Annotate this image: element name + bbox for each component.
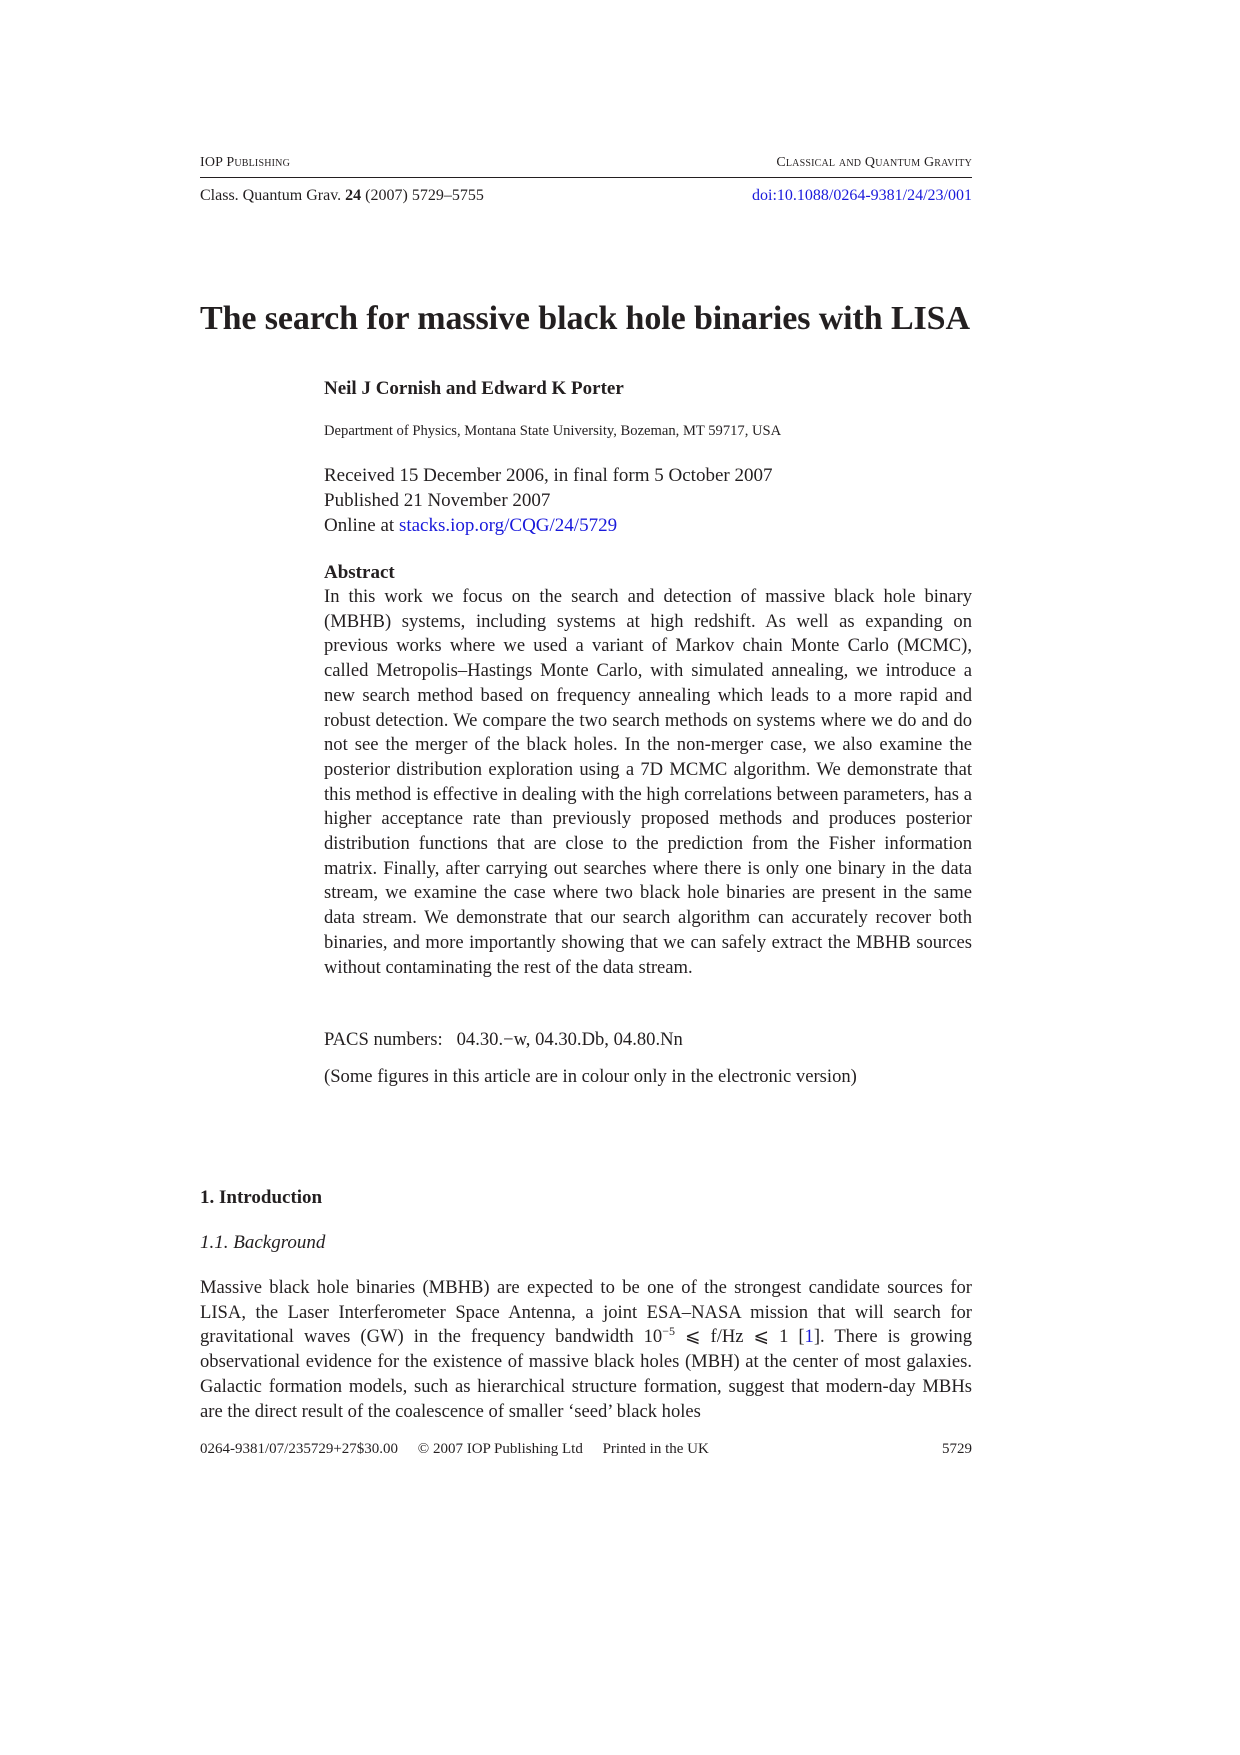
online-prefix: Online at <box>324 515 395 536</box>
doi-link[interactable]: doi:10.1088/0264-9381/24/23/001 <box>752 187 972 204</box>
article-title: The search for massive black hole binaries with LISA <box>200 300 970 337</box>
pacs-numbers <box>324 1029 683 1051</box>
intro-part1: Massive black hole binaries (MBHB) are expected to be one of the strongest candidate sources for LISA, the Laser Interferometer Space Antenna, a joint ESA–NASA mission that will search for gravitational waves (GW) in the frequency bandwidth 10 <box>200 1277 972 1348</box>
intro-exponent: −5 <box>662 1324 675 1339</box>
reference-link-1[interactable]: 1 <box>804 1326 814 1348</box>
online-line <box>324 513 772 538</box>
header-rule <box>200 177 972 178</box>
citation-prefix: Class. Quantum Grav. <box>200 187 342 204</box>
section-heading-introduction: 1. Introduction <box>200 1187 323 1208</box>
citation <box>200 187 484 205</box>
pacs-values: 04.30.−w, 04.30.Db, 04.80.Nn <box>456 1029 683 1050</box>
publication-dates <box>324 463 772 538</box>
footer-copyright: © 2007 IOP Publishing Ltd <box>417 1441 583 1457</box>
intro-paragraph <box>200 1276 972 1424</box>
abstract-heading: Abstract <box>324 562 395 583</box>
introduction-text <box>200 1276 972 1424</box>
footer-info <box>200 1441 725 1458</box>
intro-part3: ]. There is growing observational evidence for the existence of massive black holes (MBH) at the center of most galaxies. Galactic formation models, such as hierarchical structure formation, suggest that modern-day MBHs are the direct result of the coalescence of smaller ‘seed’ black holes <box>200 1326 972 1422</box>
authors: Neil J Cornish and Edward K Porter <box>324 378 624 399</box>
pacs-label: PACS numbers: <box>324 1029 443 1050</box>
abstract <box>324 560 972 980</box>
page-number: 5729 <box>942 1441 972 1457</box>
citation-volume: 24 <box>345 187 362 204</box>
footer-printed: Printed in the UK <box>602 1441 709 1457</box>
intro-part2: ⩽ f/Hz ⩽ 1 [ <box>674 1326 805 1348</box>
received-date: Received 15 December 2006, in final form 5 October 2007 <box>324 465 773 486</box>
subsection-heading-background: 1.1. Background <box>200 1232 326 1253</box>
published-date: Published 21 November 2007 <box>324 490 551 511</box>
journal-name: Classical and Quantum Gravity <box>776 155 972 170</box>
online-link[interactable]: stacks.iop.org/CQG/24/5729 <box>398 515 618 536</box>
colour-note: (Some figures in this article are in colour only in the electronic version) <box>324 1066 857 1087</box>
footer-code: 0264-9381/07/235729+27$30.00 <box>200 1441 399 1457</box>
publisher-name: IOP Publishing <box>200 155 291 170</box>
abstract-text: In this work we focus on the search and detection of massive black hole binary (MBHB) systems, including systems at high redshift. As well as expanding on previous works where we used a variant of Markov chain Monte Carlo (MCMC), called Metropolis–Hastings Monte Carlo, with simulated annealing, we introduce a new search method based on frequency annealing which leads to a more rapid and robust detection. We compare the two search methods on systems where we do and do not see the merger of the black holes. In the non-merger case, we also examine the posterior distribution exploration using a 7D MCMC algorithm. We demonstrate that this method is effective in dealing with the high correlations between parameters, has a higher acceptance rate than previously proposed methods and produces posterior distribution functions that are close to the prediction from the Fisher information matrix. Finally, after carrying out searches where there is only one binary in the data stream, we examine the case where two black hole binaries are present in the same data stream. We demonstrate that our search algorithm can accurately recover both binaries, and more importantly showing that we can safely extract the MBHB sources without contaminating the rest of the data stream. <box>324 586 972 978</box>
affiliation: Department of Physics, Montana State University, Bozeman, MT 59717, USA <box>324 423 782 439</box>
citation-suffix: (2007) 5729–5755 <box>365 187 484 204</box>
